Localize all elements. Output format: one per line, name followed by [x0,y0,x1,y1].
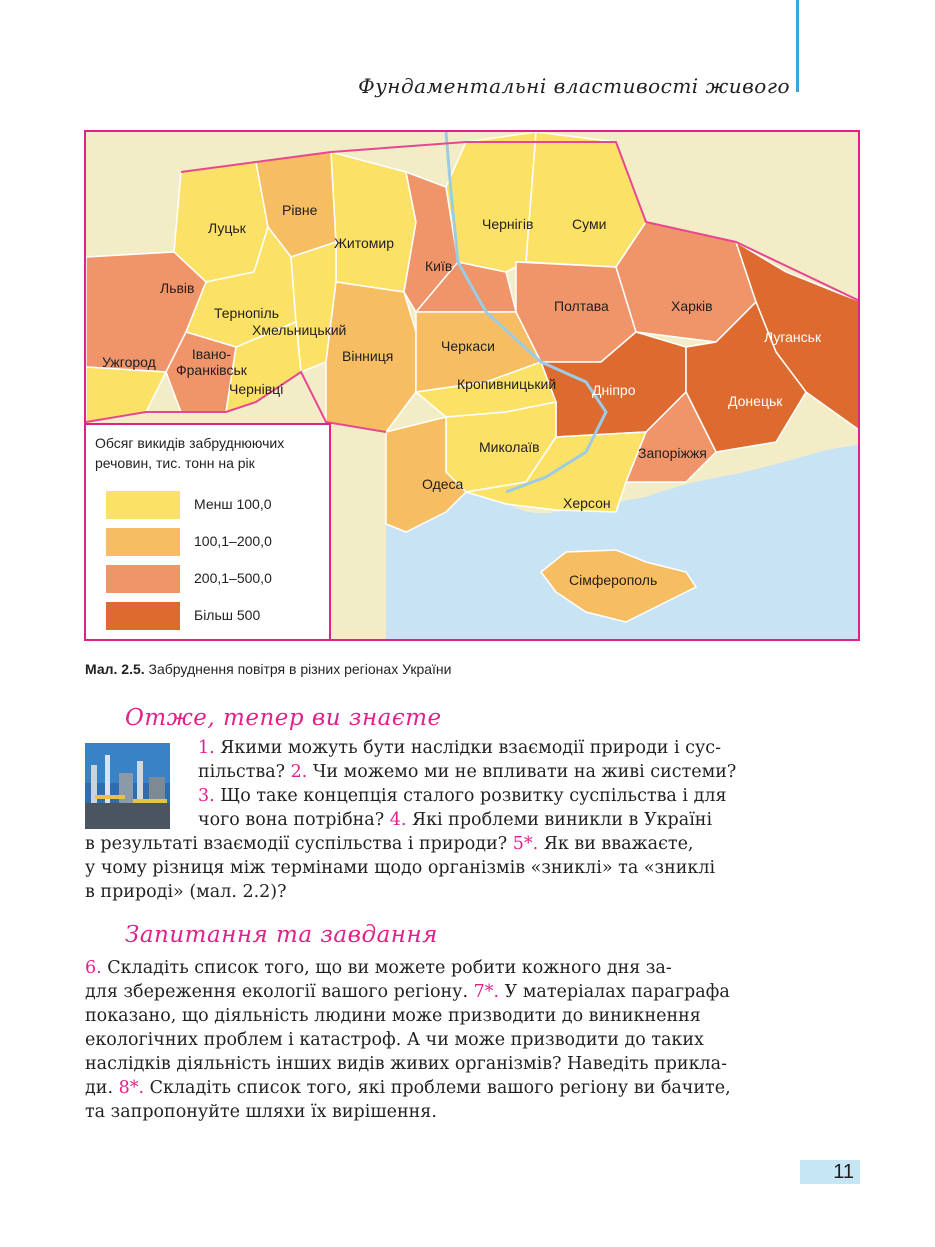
city-luhansk: Луганськ [764,329,822,345]
question-number: 7*. [473,982,500,1002]
map-legend [86,423,331,639]
header-accent-bar [796,0,799,92]
running-title: Фундаментальні властивості живого [358,74,790,98]
legend-title: Обсяг викидів забруднюючих речовин, тис. тонн на рік [95,435,285,471]
city-chernivtsi: Чернівці [229,381,284,397]
text-segment: показано, що діяльність людини може призводити до виникнення [85,1006,701,1026]
text-segment: та запропонуйте шляхи їх вирішення. [85,1102,437,1122]
text-segment: у чому різниця між термінами щодо організмів «зниклі» та «зниклі [85,858,716,878]
text-line [85,980,798,1004]
legend-label-very-high: Більш 500 [194,607,261,623]
section-heading-tasks: Запитання та завдання [125,922,438,948]
text-line [85,832,798,856]
city-chernihiv: Чернігів [482,216,534,232]
text-segment: в результаті взаємодії суспільства і природи? [85,834,513,854]
text-segment: У матеріалах параграфа [499,982,730,1002]
text-segment: екологічних проблем і катастроф. А чи може призводити до таких [85,1030,704,1050]
text-line [85,736,798,760]
text-segment: Складіть список того, які проблеми вашого регіону ви бачите, [144,1078,731,1098]
city-dnipro: Дніпро [592,382,636,398]
city-sumy: Суми [572,216,607,232]
text-line [85,956,798,980]
legend-label-high: 200,1–500,0 [194,570,272,586]
city-vinnytsia: Вінниця [342,348,394,364]
legend-swatch-very-high [106,602,180,630]
text-line [85,760,798,784]
text-line [85,808,798,832]
text-segment: чого вона потрібна? [198,810,390,830]
text-line [85,880,798,904]
text-segment: наслідків діяльність інших видів живих організмів? Наведіть прикла- [85,1054,727,1074]
city-simferopol: Сімферополь [569,572,658,588]
city-donetsk: Донецьк [728,393,783,409]
text-segment: Що таке концепція сталого розвитку суспільства і для [214,786,727,806]
city-lutsk: Луцьк [208,220,246,236]
text-segment: Складіть список того, що ви можете робити кожного дня за- [101,958,672,978]
city-cherkasy: Черкаси [441,338,495,354]
legend-label-mid: 100,1–200,0 [194,533,272,549]
city-kharkiv: Харків [671,298,713,314]
question-number: 1. [198,738,215,758]
text-segment: ди. [85,1078,119,1098]
text-segment: пільства? [198,762,291,782]
city-kherson: Херсон [563,495,611,511]
figure-caption-text: Забруднення повітря в різних регіонах України [144,661,452,677]
text-line [85,1076,798,1100]
pollution-map [84,130,860,641]
legend-swatch-low [106,491,180,519]
text-segment: Які проблеми виникли в Україні [406,810,713,830]
section-heading-summary: Отже, тепер ви знаєте [125,705,442,731]
question-number: 8*. [118,1078,145,1098]
page-number: 11 [833,1161,854,1183]
text-line [85,1100,798,1124]
city-zaporizhzhia: Запоріжжя [638,445,707,461]
city-uzhhorod: Ужгород [102,354,156,370]
text-line [85,856,798,880]
question-number: 2. [290,762,308,782]
question-number: 3. [198,786,215,806]
text-line [85,1004,798,1028]
city-zhytomyr: Житомир [334,235,395,251]
text-segment: в природі» (мал. 2.2)? [85,882,287,902]
legend-swatch-mid [106,528,180,556]
city-khmelnytskyi: Хмельницький [252,322,347,338]
question-number: 5*. [512,834,539,854]
city-mykolaiv: Миколаїв [479,439,540,455]
summary-questions [85,736,798,904]
city-kyiv: Київ [425,258,453,274]
city-lviv: Львів [160,280,195,296]
question-number: 4. [389,810,407,830]
text-line [85,1028,798,1052]
legend-swatch-high [106,565,180,593]
tasks-text [85,956,798,1124]
city-kropyvnytskyi: Кропивницький [457,376,557,392]
text-segment: для збереження екології вашого регіону. [85,982,474,1002]
figure-caption [85,661,452,677]
city-rivne: Рівне [282,202,318,218]
figure-caption-label: Мал. 2.5. [85,661,145,677]
page-number-box [800,1160,860,1184]
question-number: 6. [85,958,102,978]
text-line [85,784,798,808]
legend-label-low: Менш 100,0 [194,496,272,512]
text-line [85,1052,798,1076]
city-poltava: Полтава [554,298,609,314]
city-odesa: Одеса [422,476,464,492]
city-ternopil: Тернопіль [214,305,280,321]
text-segment: Якими можуть бути наслідки взаємодії природи і сус- [214,738,721,758]
text-segment: Як ви вважаєте, [538,834,694,854]
text-segment: Чи можемо ми не впливати на живі системи? [307,762,737,782]
city-ivano-frankivsk: Івано- Франківськ [176,346,247,378]
